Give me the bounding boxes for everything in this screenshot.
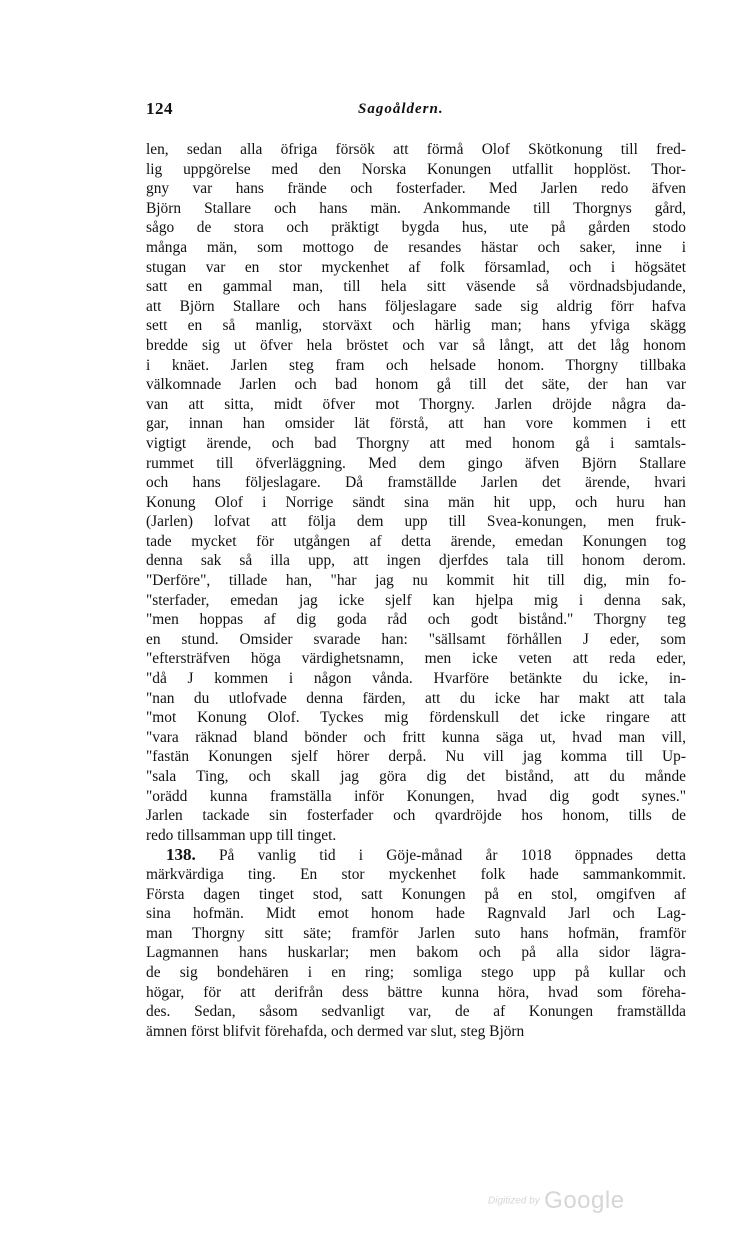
- text-line: "sala Ting, och skall jag göra dig det bistånd, att du månde: [146, 768, 686, 785]
- text-line: lig uppgörelse med den Norska Konungen utfallit hopplöst. Thor-: [146, 160, 686, 178]
- text-line: många män, som mottogo de resandes hästar och saker, inne i: [146, 238, 686, 256]
- text-line: "orädd kunna framställa inför Konungen, hvad dig godt synes.": [146, 787, 686, 805]
- text-line: märkvärdiga ting. En stor myckenhet folk hade sammankommit.: [146, 865, 686, 883]
- text-line: denna sak så illa upp, att ingen djerfdes tala till honom derom.: [146, 552, 686, 570]
- text-line: och hans följeslagare. Då framställde Jarlen det ärende, hvari: [146, 474, 686, 492]
- running-head: Sagoåldern.: [358, 101, 444, 117]
- google-logo: Google: [544, 1187, 625, 1214]
- text-line: Björn Stallare och hans män. Ankommande till Thorgnys gård,: [146, 199, 686, 217]
- text-line: "vara räknad bland bönder och fritt kunna säga ut, hvad man vill,: [146, 728, 686, 746]
- text-line: sett en så manlig, storväxt och härlig man; hans yfviga skägg: [146, 317, 686, 335]
- text-line: rummet till öfverläggning. Med dem gingo äfven Björn Stallare: [146, 454, 686, 472]
- text-line: ämnen först blifvit förehafda, och dermed var slut, steg Björn: [146, 1022, 525, 1040]
- text-line: [146, 845, 686, 865]
- body-text: [146, 140, 686, 1041]
- digitization-watermark: [488, 1187, 625, 1215]
- text-line: Jarlen tackade sin fosterfader och qvardröjde hos honom, tills de: [146, 807, 686, 825]
- text-line: sågo de stora och präktigt bygda hus, ute på gården stodo: [146, 219, 686, 237]
- watermark-prefix: Digitized by: [488, 1195, 540, 1207]
- paragraph-1: [146, 140, 686, 845]
- text-line: "nan du utlofvade denna färden, att du icke har makt att tala: [146, 689, 686, 707]
- paragraph-2: [146, 845, 686, 1041]
- text-line: Lagmannen hans huskarlar; men bakom och på alla sidor lägra-: [146, 944, 686, 962]
- text-line: man Thorgny sitt säte; framför Jarlen suto hans hofmän, framför: [146, 924, 686, 942]
- text-line: len, sedan alla öfriga försök att förmå Olof Skötkonung till fred-: [146, 141, 686, 158]
- text-line: vigtigt ärende, och bad Thorgny att med honom gå i samtals-: [146, 434, 686, 452]
- text-line: "mot Konung Olof. Tyckes mig fördenskull det icke ringare att: [146, 709, 686, 727]
- text-line: tade mycket för utgången af detta ärende, emedan Konungen tog: [146, 532, 686, 550]
- text-line: gar, innan han omsider lät förstå, att han vore kommen i ett: [146, 415, 686, 433]
- page-header: [146, 99, 686, 123]
- text-line: (Jarlen) lofvat att följa dem upp till Svea-konungen, men fruk-: [146, 513, 686, 531]
- text-line: gny var hans frände och fosterfader. Med Jarlen redo äfven: [146, 180, 686, 198]
- text-line: Konung Olof i Norrige sändt sina män hit upp, och huru han: [146, 493, 686, 511]
- text-line: "då J kommen i någon vånda. Hvarföre betänkte du icke, in-: [146, 670, 686, 688]
- text-line: högar, för att derifrån dess bättre kunna höra, hvad som föreha-: [146, 983, 686, 1001]
- text-line: "Derföre", tillade han, "har jag nu kommit hit till dig, min fo-: [146, 572, 686, 590]
- page-number: 124: [146, 99, 173, 118]
- text-line: "men hoppas af dig goda råd och godt bistånd." Thorgny teg: [146, 611, 686, 629]
- text-line: stugan var en stor myckenhet af folk församlad, och i högsätet: [146, 258, 686, 276]
- text-line: redo tillsamman upp till tinget.: [146, 826, 337, 844]
- text-line: sina hofmän. Midt emot honom hade Ragnvald Jarl och Lag-: [146, 905, 686, 923]
- text-line: att Björn Stallare och hans följeslagare sade sig aldrig förr hafva: [146, 297, 686, 315]
- text-line: des. Sedan, såsom sedvanligt var, de af Konungen framställda: [146, 1003, 686, 1021]
- text-line: "sterfader, emedan jag icke sjelf kan hjelpa mig i denna sak,: [146, 591, 686, 609]
- text-line: välkomnade Jarlen och bad honom gå till det säte, der han var: [146, 376, 686, 394]
- text-line: "eftersträfven höga värdighetsnamn, men icke veten att reda eder,: [146, 650, 686, 668]
- text-line: "fastän Konungen sjelf hörer derpå. Nu vill jag komma till Up-: [146, 748, 686, 766]
- section-first-line: På vanlig tid i Göje-månad år 1018 öppnades detta: [218, 847, 686, 865]
- text-line: i knäet. Jarlen steg fram och helsade honom. Thorgny tillbaka: [146, 356, 686, 374]
- text-line: satt en gammal man, till hela sitt väsende så vördnadsbjudande,: [146, 278, 686, 296]
- section-number: 138.: [166, 845, 196, 865]
- text-line: en stund. Omsider svarade han: "sällsamt förhållen J eder, som: [146, 630, 686, 648]
- text-line: Första dagen tinget stod, satt Konungen på en stol, omgifven af: [146, 885, 686, 903]
- text-line: de sig bondehären i en ring; somliga stego upp på kullar och: [146, 963, 686, 981]
- text-line: bredde sig ut öfver hela bröstet och var så långt, att det låg honom: [146, 336, 686, 354]
- text-line: van att sitta, midt öfver mot Thorgny. Jarlen dröjde några da-: [146, 395, 686, 413]
